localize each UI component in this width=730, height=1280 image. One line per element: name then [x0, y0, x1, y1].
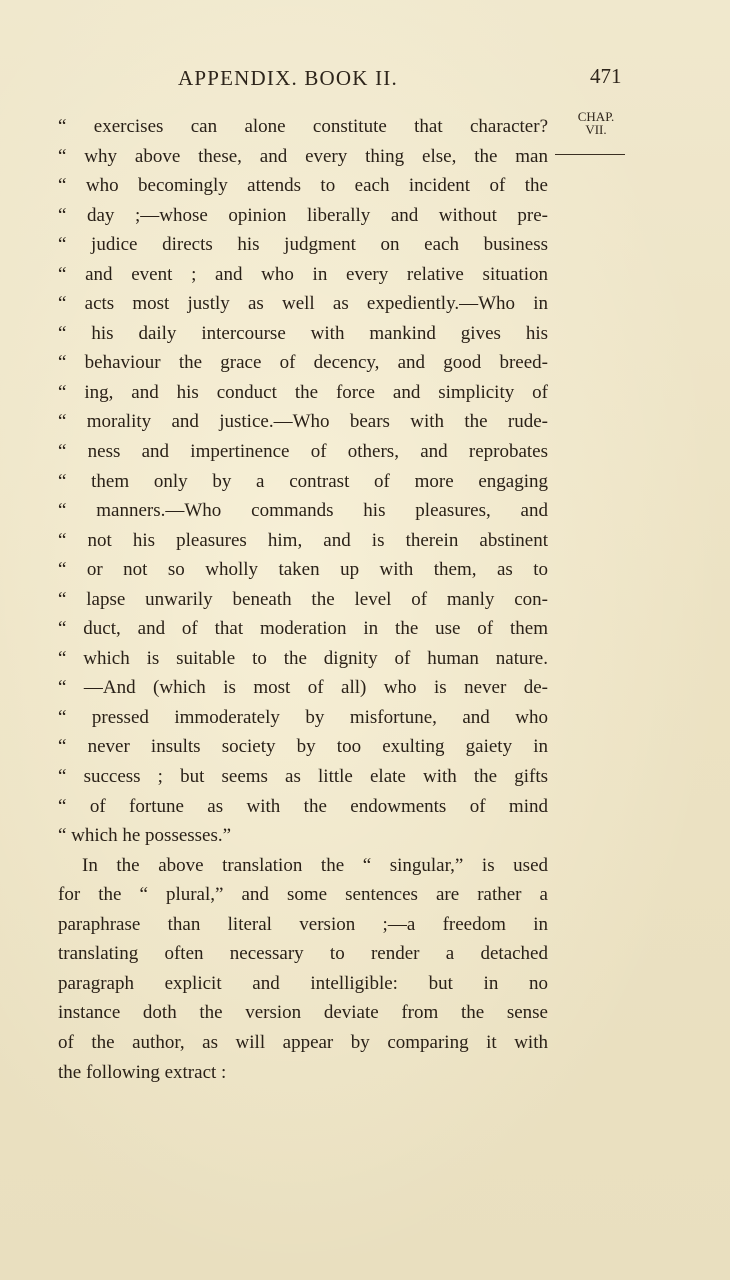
- text-line: “ pressed immoderately by misfortune, and who: [58, 706, 548, 728]
- text-line: “ day ;—whose opinion liberally and without pre-: [58, 204, 548, 226]
- text-line: instance doth the version deviate from the sense: [58, 1002, 548, 1024]
- chapter-margin-note: [562, 110, 630, 136]
- text-line: “ behaviour the grace of decency, and good breed-: [58, 352, 548, 374]
- text-line: “ ing, and his conduct the force and simplicity of: [58, 381, 548, 403]
- text-line: “ ness and impertinence of others, and reprobates: [58, 441, 548, 463]
- text-line: “ success ; but seems as little elate with the gifts: [58, 766, 548, 788]
- text-line: “ acts most justly as well as expediently.—Who in: [58, 293, 548, 315]
- page-number: 471: [590, 64, 622, 88]
- text-line: “ or not so wholly taken up with them, as to: [58, 559, 548, 581]
- margin-rule: [555, 154, 625, 155]
- text-line: “ them only by a contrast of more engaging: [58, 470, 548, 492]
- text-line: for the “ plural,” and some sentences are rather a: [58, 884, 548, 906]
- text-line: “ never insults society by too exulting gaiety in: [58, 736, 548, 758]
- running-head: APPENDIX. BOOK II.: [178, 66, 398, 90]
- text-line: “ his daily intercourse with mankind gives his: [58, 322, 548, 344]
- text-line: In the above translation the “ singular,” is used: [82, 854, 548, 876]
- page-header: [0, 66, 730, 96]
- text-line: “ which he possesses.”: [58, 825, 232, 847]
- text-line: “ —And (which is most of all) who is never de-: [58, 677, 548, 699]
- text-line: “ and event ; and who in every relative situation: [58, 263, 548, 285]
- text-line: paraphrase than literal version ;—a freedom in: [58, 913, 548, 935]
- text-line: “ exercises can alone constitute that character?: [58, 116, 548, 137]
- text-line: “ lapse unwarily beneath the level of manly con-: [58, 588, 548, 610]
- text-line: “ morality and justice.—Who bears with the rude-: [58, 411, 548, 433]
- text-line: translating often necessary to render a detached: [58, 943, 548, 965]
- body-text: [58, 112, 548, 1087]
- text-line: paragraph explicit and intelligible: but in no: [58, 972, 548, 994]
- text-line: “ duct, and of that moderation in the use of them: [58, 618, 548, 640]
- chapter-number: VII.: [585, 122, 607, 137]
- text-line: “ which is suitable to the dignity of human nature.: [58, 647, 548, 669]
- text-line: of the author, as will appear by comparing it with: [58, 1031, 548, 1053]
- text-line: “ why above these, and every thing else, the man: [58, 145, 548, 167]
- text-line: “ manners.—Who commands his pleasures, and: [58, 500, 548, 522]
- chapter-label: CHAP.: [577, 109, 615, 124]
- text-line: “ judice directs his judgment on each business: [58, 234, 548, 256]
- text-line: “ not his pleasures him, and is therein abstinent: [58, 529, 548, 551]
- text-line: “ of fortune as with the endowments of mind: [58, 795, 548, 817]
- text-line: the following extract :: [58, 1061, 227, 1083]
- text-line: “ who becomingly attends to each incident of the: [58, 175, 548, 197]
